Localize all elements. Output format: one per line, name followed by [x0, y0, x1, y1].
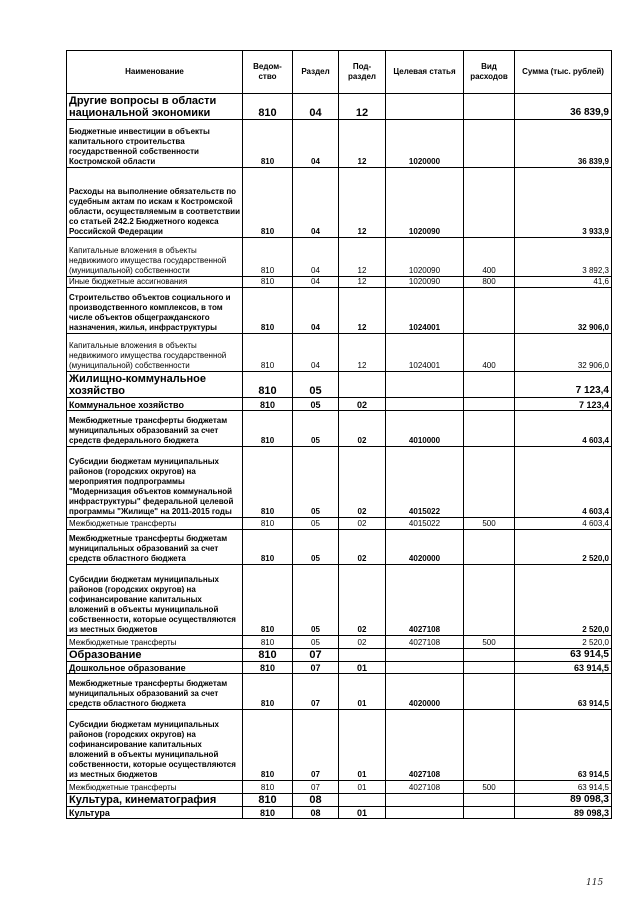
row-expense — [464, 710, 515, 781]
row-expense: 400 — [464, 238, 515, 277]
row-subsection — [339, 794, 386, 807]
row-section: 05 — [293, 518, 339, 530]
row-section: 04 — [293, 120, 339, 168]
row-subsection: 12 — [339, 288, 386, 334]
row-name: Межбюджетные трансферты бюджетам муниципальных образований за счет средств областного бюджета — [67, 674, 243, 710]
row-name: Межбюджетные трансферты — [67, 518, 243, 530]
row-section: 05 — [293, 530, 339, 565]
table-row — [67, 447, 612, 518]
row-section: 05 — [293, 411, 339, 447]
row-subsection — [339, 649, 386, 662]
table-row — [67, 168, 612, 238]
row-target: 4027108 — [386, 781, 464, 794]
row-section: 07 — [293, 662, 339, 674]
row-subsection: 01 — [339, 674, 386, 710]
row-section: 05 — [293, 447, 339, 518]
row-dept: 810 — [243, 649, 293, 662]
row-name: Капитальные вложения в объекты недвижимого имущества государственной (муниципальной) собственности — [67, 334, 243, 372]
row-subsection: 02 — [339, 447, 386, 518]
row-section: 07 — [293, 674, 339, 710]
row-sum: 41,6 — [515, 277, 612, 288]
row-dept: 810 — [243, 288, 293, 334]
header-section: Раздел — [293, 51, 339, 94]
row-dept: 810 — [243, 674, 293, 710]
row-name: Бюджетные инвестиции в объекты капитального строительства государственной собственности Костромской области — [67, 120, 243, 168]
row-sum: 32 906,0 — [515, 288, 612, 334]
row-name: Субсидии бюджетам муниципальных районов (городских округов) на софинансирование капитальных вложений в объекты муниципальной собственности, которые осуществляются из местных бюджетов — [67, 710, 243, 781]
row-expense — [464, 649, 515, 662]
row-sum: 36 839,9 — [515, 120, 612, 168]
table-header-row — [67, 51, 612, 94]
table-row — [67, 710, 612, 781]
row-target: 1020090 — [386, 168, 464, 238]
row-expense — [464, 674, 515, 710]
row-expense: 500 — [464, 636, 515, 649]
row-section: 07 — [293, 710, 339, 781]
row-name: Капитальные вложения в объекты недвижимого имущества государственной (муниципальной) собственности — [67, 238, 243, 277]
row-subsection: 12 — [339, 238, 386, 277]
row-name: Другие вопросы в области национальной экономики — [67, 94, 243, 120]
row-subsection: 12 — [339, 94, 386, 120]
table-row — [67, 238, 612, 277]
row-target: 1024001 — [386, 334, 464, 372]
row-name: Строительство объектов социального и производственного комплексов, в том числе объектов общегражданского назначения, жилья, инфраструктуры — [67, 288, 243, 334]
row-subsection — [339, 372, 386, 398]
row-dept: 810 — [243, 710, 293, 781]
row-sum: 89 098,3 — [515, 794, 612, 807]
row-section: 04 — [293, 94, 339, 120]
row-subsection: 12 — [339, 334, 386, 372]
row-expense — [464, 94, 515, 120]
page-number-mark: 115 — [586, 878, 604, 888]
row-section: 05 — [293, 398, 339, 411]
row-dept: 810 — [243, 411, 293, 447]
row-target — [386, 398, 464, 411]
row-expense — [464, 398, 515, 411]
row-dept: 810 — [243, 794, 293, 807]
table-row — [67, 334, 612, 372]
row-sum: 2 520,0 — [515, 530, 612, 565]
row-target: 4027108 — [386, 565, 464, 636]
row-name: Межбюджетные трансферты бюджетам муниципальных образований за счет средств федерального бюджета — [67, 411, 243, 447]
table-row — [67, 649, 612, 662]
row-dept: 810 — [243, 565, 293, 636]
row-dept: 810 — [243, 372, 293, 398]
row-target: 1020090 — [386, 238, 464, 277]
row-target: 1020000 — [386, 120, 464, 168]
row-dept: 810 — [243, 334, 293, 372]
row-expense — [464, 565, 515, 636]
header-target: Целевая статья — [386, 51, 464, 94]
row-target: 4027108 — [386, 710, 464, 781]
table-row — [67, 674, 612, 710]
row-sum: 63 914,5 — [515, 674, 612, 710]
table-row — [67, 411, 612, 447]
header-expense: Вид расходов — [464, 51, 515, 94]
row-sum: 2 520,0 — [515, 636, 612, 649]
row-name: Субсидии бюджетам муниципальных районов (городских округов) на мероприятия подпрограммы "Модернизация объектов коммунальной инфраструктуры" федеральной целевой программы "Жилище" на 2011-2015 годы — [67, 447, 243, 518]
row-subsection: 12 — [339, 277, 386, 288]
row-name: Расходы на выполнение обязательств по судебным актам по искам к Костромской области, осуществляемым в соответствии со статьей 242.2 Бюджетного кодекса Российской Федерации — [67, 168, 243, 238]
row-sum: 7 123,4 — [515, 398, 612, 411]
row-sum: 63 914,5 — [515, 649, 612, 662]
row-subsection: 02 — [339, 411, 386, 447]
row-target: 1024001 — [386, 288, 464, 334]
row-expense — [464, 662, 515, 674]
table-row — [67, 530, 612, 565]
table-row — [67, 120, 612, 168]
row-expense — [464, 120, 515, 168]
row-expense — [464, 447, 515, 518]
row-target — [386, 649, 464, 662]
row-expense — [464, 411, 515, 447]
row-expense — [464, 807, 515, 819]
table-row — [67, 781, 612, 794]
row-subsection: 12 — [339, 120, 386, 168]
row-dept: 810 — [243, 120, 293, 168]
table-row — [67, 288, 612, 334]
row-section: 05 — [293, 372, 339, 398]
table-row — [67, 807, 612, 819]
row-dept: 810 — [243, 530, 293, 565]
row-name: Жилищно-коммунальное хозяйство — [67, 372, 243, 398]
row-sum: 63 914,5 — [515, 662, 612, 674]
row-sum: 2 520,0 — [515, 565, 612, 636]
row-expense — [464, 372, 515, 398]
row-dept: 810 — [243, 398, 293, 411]
header-name: Наименование — [67, 51, 243, 94]
header-dept: Ведом-ство — [243, 51, 293, 94]
table-row — [67, 518, 612, 530]
row-target: 4010000 — [386, 411, 464, 447]
row-name: Межбюджетные трансферты бюджетам муниципальных образований за счет средств областного бюджета — [67, 530, 243, 565]
row-name: Межбюджетные трансферты — [67, 636, 243, 649]
row-target: 4015022 — [386, 447, 464, 518]
row-expense: 500 — [464, 518, 515, 530]
table-row — [67, 636, 612, 649]
row-sum: 3 892,3 — [515, 238, 612, 277]
row-subsection: 01 — [339, 781, 386, 794]
row-name: Иные бюджетные ассигнования — [67, 277, 243, 288]
table-row — [67, 277, 612, 288]
row-section: 04 — [293, 277, 339, 288]
row-sum: 4 603,4 — [515, 411, 612, 447]
row-target: 4015022 — [386, 518, 464, 530]
row-name: Культура — [67, 807, 243, 819]
row-dept: 810 — [243, 94, 293, 120]
row-subsection: 01 — [339, 807, 386, 819]
row-subsection: 02 — [339, 530, 386, 565]
table-row — [67, 794, 612, 807]
row-section: 08 — [293, 794, 339, 807]
row-dept: 810 — [243, 447, 293, 518]
row-target — [386, 372, 464, 398]
row-subsection: 01 — [339, 662, 386, 674]
row-target: 4027108 — [386, 636, 464, 649]
row-dept: 810 — [243, 807, 293, 819]
row-sum: 4 603,4 — [515, 518, 612, 530]
table-row — [67, 372, 612, 398]
table-row — [67, 398, 612, 411]
row-expense: 500 — [464, 781, 515, 794]
row-subsection: 02 — [339, 565, 386, 636]
table-row — [67, 94, 612, 120]
row-name: Коммунальное хозяйство — [67, 398, 243, 411]
table-row — [67, 565, 612, 636]
row-target — [386, 662, 464, 674]
header-sum: Сумма (тыс. рублей) — [515, 51, 612, 94]
row-expense: 400 — [464, 334, 515, 372]
row-sum: 63 914,5 — [515, 710, 612, 781]
row-sum: 7 123,4 — [515, 372, 612, 398]
row-sum: 89 098,3 — [515, 807, 612, 819]
row-section: 05 — [293, 565, 339, 636]
row-name: Субсидии бюджетам муниципальных районов (городских округов) на софинансирование капитальных вложений в объекты муниципальной собственности, которые осуществляются из местных бюджетов — [67, 565, 243, 636]
row-dept: 810 — [243, 168, 293, 238]
row-subsection: 01 — [339, 710, 386, 781]
row-section: 04 — [293, 334, 339, 372]
row-section: 04 — [293, 288, 339, 334]
row-dept: 810 — [243, 662, 293, 674]
row-dept: 810 — [243, 636, 293, 649]
row-sum: 4 603,4 — [515, 447, 612, 518]
row-name: Образование — [67, 649, 243, 662]
row-dept: 810 — [243, 238, 293, 277]
row-sum: 63 914,5 — [515, 781, 612, 794]
budget-table — [66, 50, 612, 819]
row-sum: 32 906,0 — [515, 334, 612, 372]
row-sum: 36 839,9 — [515, 94, 612, 120]
row-section: 04 — [293, 168, 339, 238]
row-target: 4020000 — [386, 530, 464, 565]
row-section: 07 — [293, 649, 339, 662]
row-expense — [464, 530, 515, 565]
row-dept: 810 — [243, 277, 293, 288]
row-sum: 3 933,9 — [515, 168, 612, 238]
row-dept: 810 — [243, 518, 293, 530]
header-subsection: Под-раздел — [339, 51, 386, 94]
row-subsection: 02 — [339, 636, 386, 649]
row-target: 4020000 — [386, 674, 464, 710]
row-expense — [464, 168, 515, 238]
row-target: 1020090 — [386, 277, 464, 288]
row-target — [386, 94, 464, 120]
row-section: 07 — [293, 781, 339, 794]
row-subsection: 02 — [339, 398, 386, 411]
table-row — [67, 662, 612, 674]
row-name: Дошкольное образование — [67, 662, 243, 674]
row-subsection: 02 — [339, 518, 386, 530]
row-section: 05 — [293, 636, 339, 649]
row-section: 04 — [293, 238, 339, 277]
row-subsection: 12 — [339, 168, 386, 238]
row-expense — [464, 288, 515, 334]
row-expense: 800 — [464, 277, 515, 288]
row-section: 08 — [293, 807, 339, 819]
row-dept: 810 — [243, 781, 293, 794]
row-name: Межбюджетные трансферты — [67, 781, 243, 794]
row-target — [386, 807, 464, 819]
row-name: Культура, кинематография — [67, 794, 243, 807]
row-target — [386, 794, 464, 807]
row-expense — [464, 794, 515, 807]
